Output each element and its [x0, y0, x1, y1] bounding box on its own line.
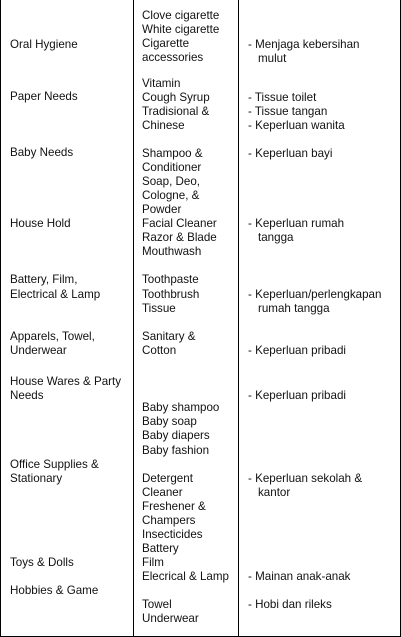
product-label: Cough Syrup [142, 91, 210, 104]
category-label: Stationary [10, 472, 63, 485]
product-label: Elecrical & Lamp [142, 570, 229, 583]
product-label: Toothbrush [142, 288, 200, 301]
description-label: kantor [258, 486, 291, 499]
product-label: Insecticides [142, 528, 203, 541]
product-label: Tradisional & [142, 105, 210, 118]
product-label: White cigarette [142, 23, 220, 36]
product-label: Champers [142, 514, 196, 527]
product-label: Conditioner [142, 161, 202, 174]
category-label: Apparels, Towel, [10, 330, 95, 343]
product-label: Shampoo & [142, 147, 203, 160]
column-divider-1 [133, 0, 134, 636]
description-label: - Tissue tangan [248, 105, 328, 118]
category-label: Oral Hygiene [10, 38, 78, 51]
product-label: Powder [142, 203, 182, 216]
product-label: Towel [142, 598, 172, 611]
column-divider-2 [238, 0, 239, 636]
description-label: - Keperluan wanita [248, 119, 345, 132]
product-label: Clove cigarette [142, 9, 220, 22]
description-label: rumah tangga [258, 302, 330, 315]
product-label: Baby shampoo [142, 401, 220, 414]
product-label: Facial Cleaner [142, 217, 217, 230]
product-label: Baby fashion [142, 444, 210, 457]
description-label: - Mainan anak-anak [248, 570, 351, 583]
description-label: - Keperluan pribadi [248, 344, 346, 357]
product-label: Cleaner [142, 486, 183, 499]
category-label: Electrical & Lamp [10, 288, 101, 301]
product-label: Baby diapers [142, 429, 210, 442]
product-label: Cigarette [142, 37, 190, 50]
product-label: Sanitary & [142, 330, 196, 343]
description-label: - Menjaga kebersihan [248, 38, 360, 51]
product-label: Battery [142, 542, 179, 555]
product-label: Cologne, & [142, 189, 200, 202]
description-label: - Tissue toilet [248, 91, 317, 104]
category-label: Toys & Dolls [10, 556, 74, 569]
description-label: - Keperluan pribadi [248, 389, 346, 402]
product-label: Detergent [142, 472, 193, 485]
product-label: Razor & Blade [142, 231, 217, 244]
description-label: - Hobi dan rileks [248, 598, 332, 611]
product-label: Toothpaste [142, 273, 199, 286]
category-label: Office Supplies & [10, 458, 99, 471]
product-label: Tissue [142, 302, 176, 315]
category-label: House Hold [10, 217, 71, 230]
product-label: accessories [142, 51, 204, 64]
product-label: Mouthwash [142, 245, 202, 258]
description-label: - Keperluan rumah [248, 217, 345, 230]
category-label: Battery, Film, [10, 273, 78, 286]
description-label: tangga [258, 231, 294, 244]
product-label: Cotton [142, 344, 177, 357]
description-label: - Keperluan/perlengkapan [248, 288, 382, 301]
description-label: mulut [258, 52, 287, 65]
category-label: Needs [10, 389, 44, 402]
product-label: Underwear [142, 612, 199, 625]
category-label: Paper Needs [10, 90, 78, 103]
category-label: Underwear [10, 344, 67, 357]
product-label: Soap, Deo, [142, 175, 201, 188]
category-label: Baby Needs [10, 146, 74, 159]
category-label: Hobbies & Game [10, 584, 99, 597]
product-label: Baby soap [142, 415, 197, 428]
product-label: Film [142, 556, 164, 569]
description-label: - Keperluan sekolah & [248, 472, 363, 485]
product-label: Chinese [142, 119, 185, 132]
category-label: House Wares & Party [10, 375, 122, 388]
product-label: Freshener & [142, 500, 206, 513]
product-label: Vitamin [142, 77, 181, 90]
description-label: - Keperluan bayi [248, 147, 333, 160]
